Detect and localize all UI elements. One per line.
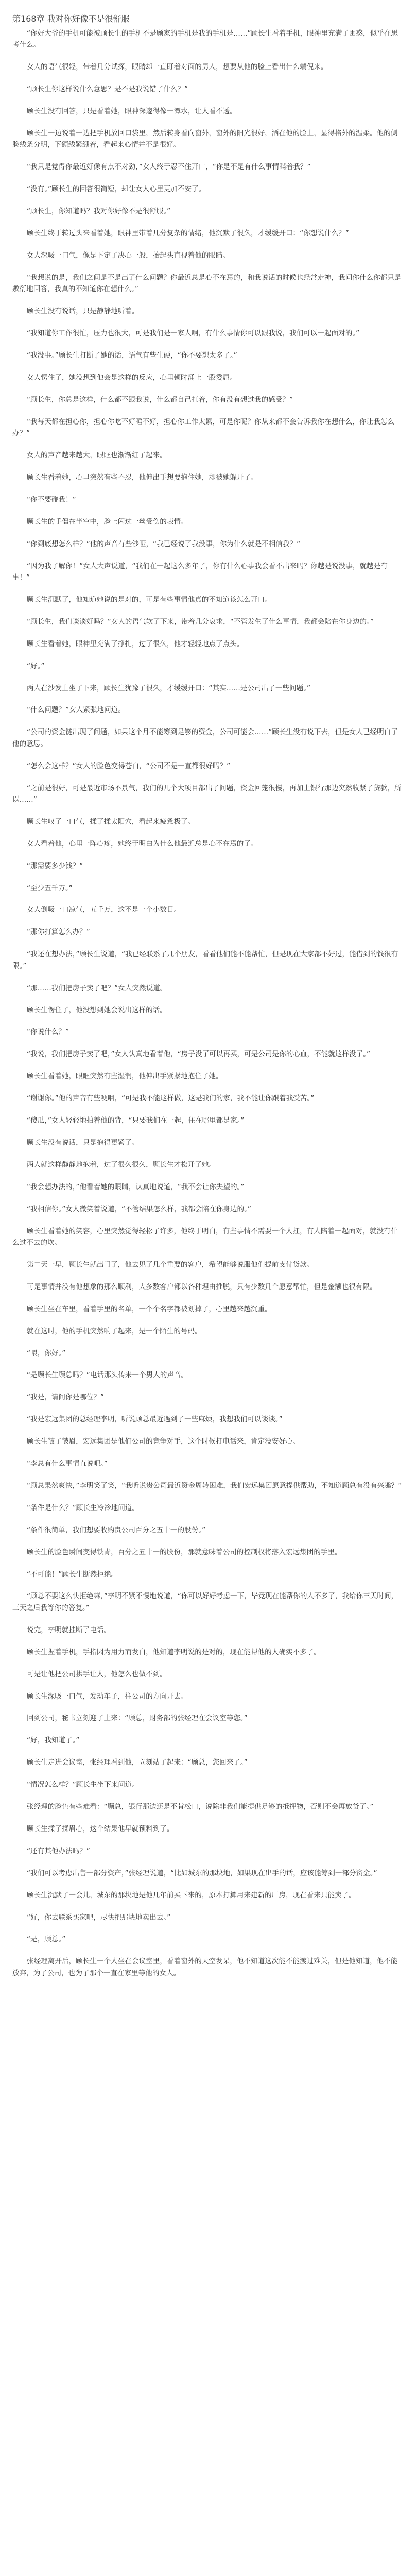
paragraph: “之前是很好，可是最近市场不景气，我们的几个大项目都出了问题，资金回笼很慢，再加上银行那边突然收紧了贷款，所以……”: [12, 784, 402, 804]
paragraph: 说完，李明就挂断了电话。: [27, 1625, 111, 1634]
paragraph: “好，你去联系买家吧，尽快把那块地卖出去。”: [27, 1913, 171, 1922]
paragraph: “顾长生，你总是这样，什么都不跟我说，什么都自己扛着，你有没有想过我的感受？”: [27, 395, 293, 404]
paragraph: “公司的资金链出现了问题，如果这个月不能筹到足够的资金，公司可能会……”顾长生没有说下去，但是女人已经明白了他的意思。: [12, 728, 398, 748]
paragraph: 顾长生揉了揉眉心，这个结果他早就预料到了。: [27, 1824, 174, 1833]
paragraph: “没有。”顾长生的回答很简短，却让女人心里更加不安了。: [27, 185, 206, 194]
paragraph: 女人倒吸一口凉气，五千万，这不是一个小数目。: [27, 906, 181, 914]
paragraph: 两人就这样静静地抱着，过了很久很久，顾长生才松开了她。: [27, 1160, 216, 1169]
paragraph: “顾长生，你知道吗？我对你好像不是很舒服。”: [27, 207, 171, 216]
paragraph: 女人愣住了，她没想到他会是这样的反应，心里顿时涌上一股委屈。: [27, 373, 237, 382]
paragraph: 顾长生坐在车里，看着手里的名单，一个个名字都被划掉了，心里越来越沉重。: [27, 1304, 272, 1313]
paragraph: “是，顾总。”: [27, 1935, 66, 1944]
paragraph: 张经理的脸色有些难看：“顾总，银行那边还是不肯松口，说除非我们能提供足够的抵押物，否则不会再放贷了。”: [27, 1803, 374, 1811]
paragraph: “喂，你好。”: [27, 1349, 66, 1358]
paragraph: “怎么会这样？”女人的脸色变得苍白，“公司不是一直都很好吗？”: [27, 761, 231, 770]
paragraph: “我知道你工作很忙，压力也很大，可是我们是一家人啊，有什么事情你可以跟我说，我们可以一起面对的。”: [27, 329, 360, 338]
paragraph: “顾总不要这么快拒绝嘛，”李明不紧不慢地说道，“你可以好好考虑一下，毕竟现在能帮你的人不多了，我给你三天时间，三天之后我等你的答复。”: [12, 1592, 398, 1612]
paragraph: “条件是什么？”顾长生冷冷地问道。: [27, 1503, 139, 1512]
paragraph: 顾长生握着手机，手指因为用力而发白，他知道李明说的是对的，现在能帮他的人确实不多了。: [27, 1648, 321, 1656]
paragraph: “你说什么？”: [27, 1028, 70, 1037]
paragraph: “那你打算怎么办？”: [27, 928, 90, 937]
paragraph: “不可能！”顾长生断然拒绝。: [27, 1570, 118, 1579]
paragraph: “条件很简单，我们想要收购贵公司百分之五十一的股份。”: [27, 1526, 206, 1534]
paragraph: 女人深吸一口气，像是下定了决心一般，抬起头直视着他的眼睛。: [27, 251, 230, 260]
paragraph: 女人看着他，心里一阵心疼，她终于明白为什么他最近总是心不在焉的了。: [27, 839, 258, 848]
paragraph: 两人在沙发上坐了下来，顾长生犹豫了很久，才缓缓开口：“其实……是公司出了一些问题。”: [27, 684, 311, 692]
paragraph: “至少五千万。”: [27, 884, 73, 892]
paragraph: “我没事。”顾长生打断了她的话，语气有些生硬，“你不要想太多了。”: [27, 351, 237, 360]
paragraph: 顾长生一边说着一边把手机放回口袋里，然后转身看向窗外，窗外的阳光很好，洒在他的脸上，显得格外的温柔。他的侧脸线条分明，下颌线紧绷着，看起来心情并不是很好。: [12, 129, 398, 149]
paragraph: 顾长生没有说话，只是静静地听着。: [27, 307, 139, 316]
paragraph-list: [12, 28, 405, 1979]
paragraph: 女人的声音越来越大，眼眶也渐渐红了起来。: [27, 451, 167, 460]
paragraph: “你好大爷的手机可能被顾长生的手机不是顾家的手机是我的手机是……”顾长生看着手机，眼神里充满了困惑，似乎在思考什么。: [12, 29, 398, 49]
paragraph: 顾长生看着她的笑容，心里突然觉得轻松了许多，他终于明白，有些事情不需要一个人扛，有人陪着一起面对，就没有什么过不去的坎。: [12, 1227, 398, 1247]
paragraph: 顾长生看着她，心里突然有些不忍，他伸出手想要抱住她，却被她躲开了。: [27, 473, 258, 482]
paragraph: 顾长生终于转过头来看着她，眼神里带着几分复杂的情绪，他沉默了很久，才缓缓开口：“你想说什么？”: [27, 229, 349, 238]
paragraph: 顾长生沉默了一会儿，城东的那块地是他几年前买下来的，原本打算用来建新的厂房，现在看来只能卖了。: [27, 1891, 356, 1900]
paragraph: “顾总果然爽快，”李明笑了笑，“我听说贵公司最近资金周转困难，我们宏远集团愿意提供帮助，不知道顾总有没有兴趣？”: [27, 1481, 402, 1490]
paragraph: 就在这时，他的手机突然响了起来，是一个陌生的号码。: [27, 1327, 202, 1335]
paragraph: 顾长生走进会议室，张经理看到他，立刻站了起来：“顾总，您回来了。”: [27, 1758, 248, 1767]
paragraph: “我是宏远集团的总经理李明，听说顾总最近遇到了一些麻烦，我想我们可以谈谈。”: [27, 1415, 283, 1424]
paragraph: 顾长生沉默了，他知道她说的是对的，可是有些事情他真的不知道该怎么开口。: [27, 595, 272, 604]
paragraph: “我还在想办法，”顾长生说道，“我已经联系了几个朋友，看看他们能不能帮忙，但是现在大家都不好过，能借到的钱很有限。”: [12, 950, 398, 970]
paragraph: “好，我知道了。”: [27, 1736, 80, 1745]
article-body: [12, 13, 405, 1990]
paragraph: “我是，请问你是哪位？”: [27, 1393, 105, 1402]
paragraph: 顾长生深吸一口气，发动车子，往公司的方向开去。: [27, 1692, 188, 1701]
paragraph: “那……我们把房子卖了吧？”女人突然说道。: [27, 984, 167, 992]
paragraph: “你不要碰我！”: [27, 495, 76, 504]
paragraph: “是顾长生顾总吗？”电话那头传来一个男人的声音。: [27, 1371, 188, 1380]
paragraph: “因为我了解你！”女人大声说道，“我们在一起这么多年了，你有什么心事我会看不出来吗？你越是说没事，就越是有事！”: [12, 562, 388, 582]
paragraph: 顾长生愣住了，他没想到她会说出这样的话。: [27, 1006, 167, 1014]
paragraph: “你到底想怎么样？”他的声音有些沙哑，“我已经说了我没事，你为什么就是不相信我？”: [27, 539, 301, 548]
paragraph: 顾长生的脸色瞬间变得铁青，百分之五十一的股份，那就意味着公司的控制权将落入宏远集团的手里。: [27, 1548, 342, 1556]
paragraph: “我会想办法的，”他看着她的眼睛，认真地说道，“我不会让你失望的。”: [27, 1182, 245, 1191]
paragraph: “我们可以考虑出售一部分资产，”张经理说道，“比如城东的那块地，如果现在出手的话，应该能筹到一部分资金。”: [27, 1869, 377, 1877]
paragraph: “傻瓜，”女人轻轻地拍着他的背，“只要我们在一起，住在哪里都是家。”: [27, 1116, 245, 1125]
paragraph: “我相信你。”女人微笑着说道，“不管结果怎么样，我都会陪在你身边的。”: [27, 1205, 251, 1213]
paragraph: 顾长生皱了皱眉，宏远集团是他们公司的竞争对手，这个时候打电话来，肯定没安好心。: [27, 1437, 300, 1446]
paragraph: “那需要多少钱？”: [27, 861, 83, 870]
paragraph: 可是事情并没有他想象的那么顺利，大多数客户都以各种理由推脱，只有少数几个愿意帮忙，但是金额也很有限。: [27, 1282, 377, 1291]
paragraph: “我想说的是，我们之间是不是出了什么问题？你最近总是心不在焉的，和我说话的时候也经常走神，我问你什么你都只是敷衍地回答，我真的不知道你在想什么。”: [12, 273, 402, 294]
paragraph: 顾长生的手僵在半空中，脸上闪过一丝受伤的表情。: [27, 517, 188, 526]
paragraph: “什么问题？”女人紧张地问道。: [27, 706, 125, 715]
paragraph: “我每天都在担心你，担心你吃不好睡不好，担心你工作太累，可是你呢？你从来都不会告诉我你在想什么，你让我怎么办？”: [12, 417, 394, 438]
paragraph: 顾长生看着她，眼眶突然有些湿润，他伸出手紧紧地抱住了她。: [27, 1072, 223, 1081]
paragraph: “还有其他办法吗？”: [27, 1846, 90, 1855]
paragraph: “顾长生你这样说什么意思？是不是我说错了什么？”: [27, 85, 188, 94]
paragraph: 顾长生叹了一口气，揉了揉太阳穴，看起来疲惫极了。: [27, 817, 195, 826]
paragraph: 顾长生看着她，眼神里充满了挣扎，过了很久，他才轻轻地点了点头。: [27, 639, 244, 648]
paragraph: 张经理离开后，顾长生一个人坐在会议室里，看着窗外的天空发呆，他不知道这次能不能渡过难关，但是他知道，他不能放弃，为了公司，也为了那个一直在家里等他的女人。: [12, 1957, 398, 1977]
paragraph: 女人的语气很轻，带着几分试探，眼睛却一直盯着对面的男人，想要从他的脸上看出什么端倪来。: [27, 63, 328, 72]
paragraph: “好。”: [27, 662, 45, 670]
paragraph: “我说，我们把房子卖了吧，”女人认真地看着他，“房子没了可以再买，可是公司是你的心血，不能就这样没了。”: [27, 1050, 371, 1059]
chapter-title: 第168章 我对你好像不是很舒服: [12, 14, 130, 24]
paragraph: 顾长生没有回答，只是看着她，眼神深邃得像一潭水，让人看不透。: [27, 107, 237, 116]
paragraph: “谢谢你。”他的声音有些哽咽，“可是我不能这样做，这是我们的家，我不能让你跟着我受苦。”: [27, 1094, 315, 1103]
paragraph: 可是让他把公司拱手让人，他怎么也做不到。: [27, 1670, 167, 1679]
paragraph: “我只是觉得你最近好像有点不对劲，”女人终于忍不住开口，“你是不是有什么事情瞒着我？”: [27, 163, 311, 172]
paragraph: 第二天一早，顾长生就出门了，他去见了几个重要的客户，希望能够说服他们提前支付货款。: [27, 1260, 314, 1269]
paragraph: “情况怎么样？”顾长生坐下来问道。: [27, 1781, 139, 1789]
paragraph: 回到公司，秘书立刻迎了上来：“顾总，财务部的张经理在会议室等您。”: [27, 1714, 248, 1723]
paragraph: “顾长生，我们谈谈好吗？”女人的语气软了下来，带着几分哀求，“不管发生了什么事情，我都会陪在你身边的。”: [27, 617, 374, 626]
paragraph: “李总有什么事情直说吧。”: [27, 1460, 108, 1468]
paragraph: 顾长生没有说话，只是抱得更紧了。: [27, 1138, 139, 1147]
